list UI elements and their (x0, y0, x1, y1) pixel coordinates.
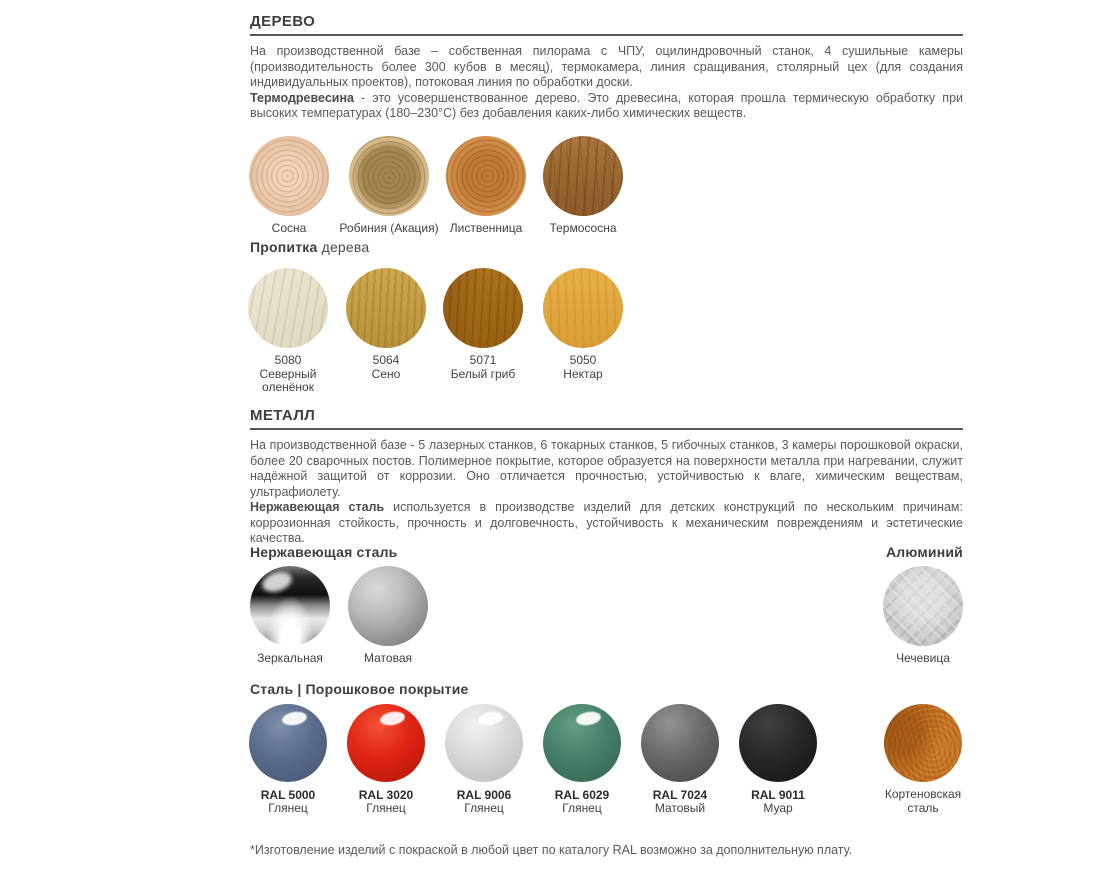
aluminum-finish-label: Чечевица (896, 651, 950, 665)
stain-5071-image (443, 268, 523, 348)
ral-code-label: RAL 7024 (652, 788, 708, 802)
metal-section-title: МЕТАЛЛ (250, 407, 316, 424)
impregnation-swatch-5071 (431, 268, 535, 381)
ral-3020-sphere-image (347, 704, 425, 782)
impregnation-row (250, 268, 963, 398)
stain-5064-image (346, 268, 426, 348)
impregnation-title-strong: Пропитка (250, 239, 318, 255)
ral-code-label: RAL 9006 (456, 788, 512, 802)
impregnation-name: Белый гриб (450, 366, 516, 381)
powder-coating-row (250, 704, 963, 834)
ral-code-label: RAL 9011 (751, 788, 805, 802)
mirror-steel-sphere-image (250, 566, 330, 646)
impregnation-code: 5064 (372, 353, 400, 367)
stainless-swatch-matte (336, 566, 440, 666)
wood-swatch-robinia (337, 136, 441, 236)
stainless-swatch-mirror (238, 566, 342, 666)
stain-5050-image (543, 268, 623, 348)
wood-swatch-larch (434, 136, 538, 236)
ral-swatch-6029 (530, 704, 634, 816)
impregnation-name: Сено (371, 366, 401, 381)
content-column (250, 0, 963, 879)
robinia-wood-slice-image (349, 136, 429, 216)
ral-swatch-9011 (726, 704, 830, 816)
stainless-finish-label: Зеркальная (257, 651, 323, 665)
wood-swatch-pine (237, 136, 341, 236)
ral-finish-label: Глянец (268, 801, 308, 815)
aluminum-swatch-lentil (871, 566, 975, 666)
ral-finish-label: Глянец (464, 801, 504, 815)
ral-code-label: RAL 3020 (358, 788, 414, 802)
ral-swatch-3020 (334, 704, 438, 816)
pine-wood-slice-image (249, 136, 329, 216)
impregnation-code: 5050 (569, 353, 597, 367)
ral-6029-sphere-image (543, 704, 621, 782)
ral-code-label: RAL 5000 (260, 788, 316, 802)
metal-paragraph-2 (250, 500, 963, 547)
metal-paragraph-1: На производственной базе - 5 лазерных станков, 6 токарных станков, 5 гибочных станков, 3 камеры порошковой окраски, более 20 сварочных постов. Полимерное покрытие, которое образуется на поверхности металла при нагревании, служит надёжной защитой от коррозии. Оно отличается прочностью, устойчивостью к влаге, химическим веществам, ультрафиолету. (250, 438, 963, 499)
ral-5000-sphere-image (249, 704, 327, 782)
ral-finish-label: Муар (763, 801, 793, 815)
stainless-finish-label: Матовая (364, 651, 412, 665)
wood-section-divider (250, 34, 963, 36)
corten-steel-swatch (871, 704, 975, 815)
stainless-term: Нержавеющая сталь (250, 500, 385, 514)
thermowood-term: Термодревесина (250, 90, 354, 105)
impregnation-swatch-5080 (236, 268, 340, 395)
ral-finish-label: Глянец (366, 801, 406, 815)
aluminum-section-title: Алюминий (885, 544, 963, 560)
wood-swatch-label: Робиния (Акация) (339, 221, 439, 235)
metal-section-divider (250, 428, 963, 430)
ral-swatch-7024 (628, 704, 732, 816)
impregnation-code: 5080 (274, 353, 302, 367)
ral-swatch-9006 (432, 704, 536, 816)
wood-paragraph-2 (250, 91, 963, 122)
thermowood-description: - это усовершенствованное дерево. Это древесина, которая прошла термическую обработку при высоких температурах (180–230°С) без добавления каких-либо химических веществ. (250, 90, 963, 120)
wood-swatch-thermopine (531, 136, 635, 236)
stain-5080-image (248, 268, 328, 348)
impregnation-title-light: дерева (317, 239, 370, 255)
thermopine-wood-image (543, 136, 623, 216)
corten-steel-image (884, 704, 962, 782)
corten-steel-label: Кортеновская сталь (884, 787, 962, 815)
wood-section-text (250, 44, 963, 122)
ral-7024-sphere-image (641, 704, 719, 782)
wood-section-title: ДЕРЕВО (250, 13, 316, 30)
stainless-description: используется в производстве изделий для детских конструкций по нескольким причинам: коррозионная стойкость, прочность и долговечность, устойчивость к механическим повреждениям и эстетические качества. (250, 500, 963, 545)
impregnation-swatch-5064 (334, 268, 438, 381)
impregnation-name: Северный оленёнок (259, 366, 317, 394)
ral-9011-sphere-image (739, 704, 817, 782)
impregnation-name: Нектар (563, 366, 603, 381)
matte-steel-sphere-image (348, 566, 428, 646)
ral-finish-label: Матовый (654, 801, 706, 815)
impregnation-swatch-5050 (531, 268, 635, 381)
wood-species-row (250, 136, 963, 236)
larch-wood-slice-image (446, 136, 526, 216)
impregnation-section-title (250, 239, 369, 255)
wood-swatch-label: Лиственница (449, 221, 523, 235)
ral-finish-label: Глянец (562, 801, 602, 815)
wood-swatch-label: Термососна (549, 221, 617, 235)
wood-swatch-label: Сосна (271, 221, 307, 235)
ral-swatch-5000 (236, 704, 340, 816)
powder-section-title: Сталь | Порошковое покрытие (250, 681, 469, 697)
aluminum-checker-plate-image (883, 566, 963, 646)
ral-footnote: *Изготовление изделий с покраской в любой цвет по каталогу RAL возможно за дополнительную плату. (250, 843, 853, 857)
wood-paragraph-1: На производственной базе – собственная пилорама с ЧПУ, оцилиндровочный станок, 4 сушильные камеры (производительность более 300 кубов в месяц), термокамера, линия сращивания, столярный цех (для создания индивидуальных проектов), потоковая линия по обработки доски. (250, 44, 963, 89)
stainless-section-title: Нержавеющая сталь (250, 544, 398, 560)
impregnation-code: 5071 (469, 353, 497, 367)
stainless-row (250, 566, 963, 676)
ral-9006-sphere-image (445, 704, 523, 782)
ral-code-label: RAL 6029 (554, 788, 610, 802)
metal-section-text (250, 438, 963, 547)
